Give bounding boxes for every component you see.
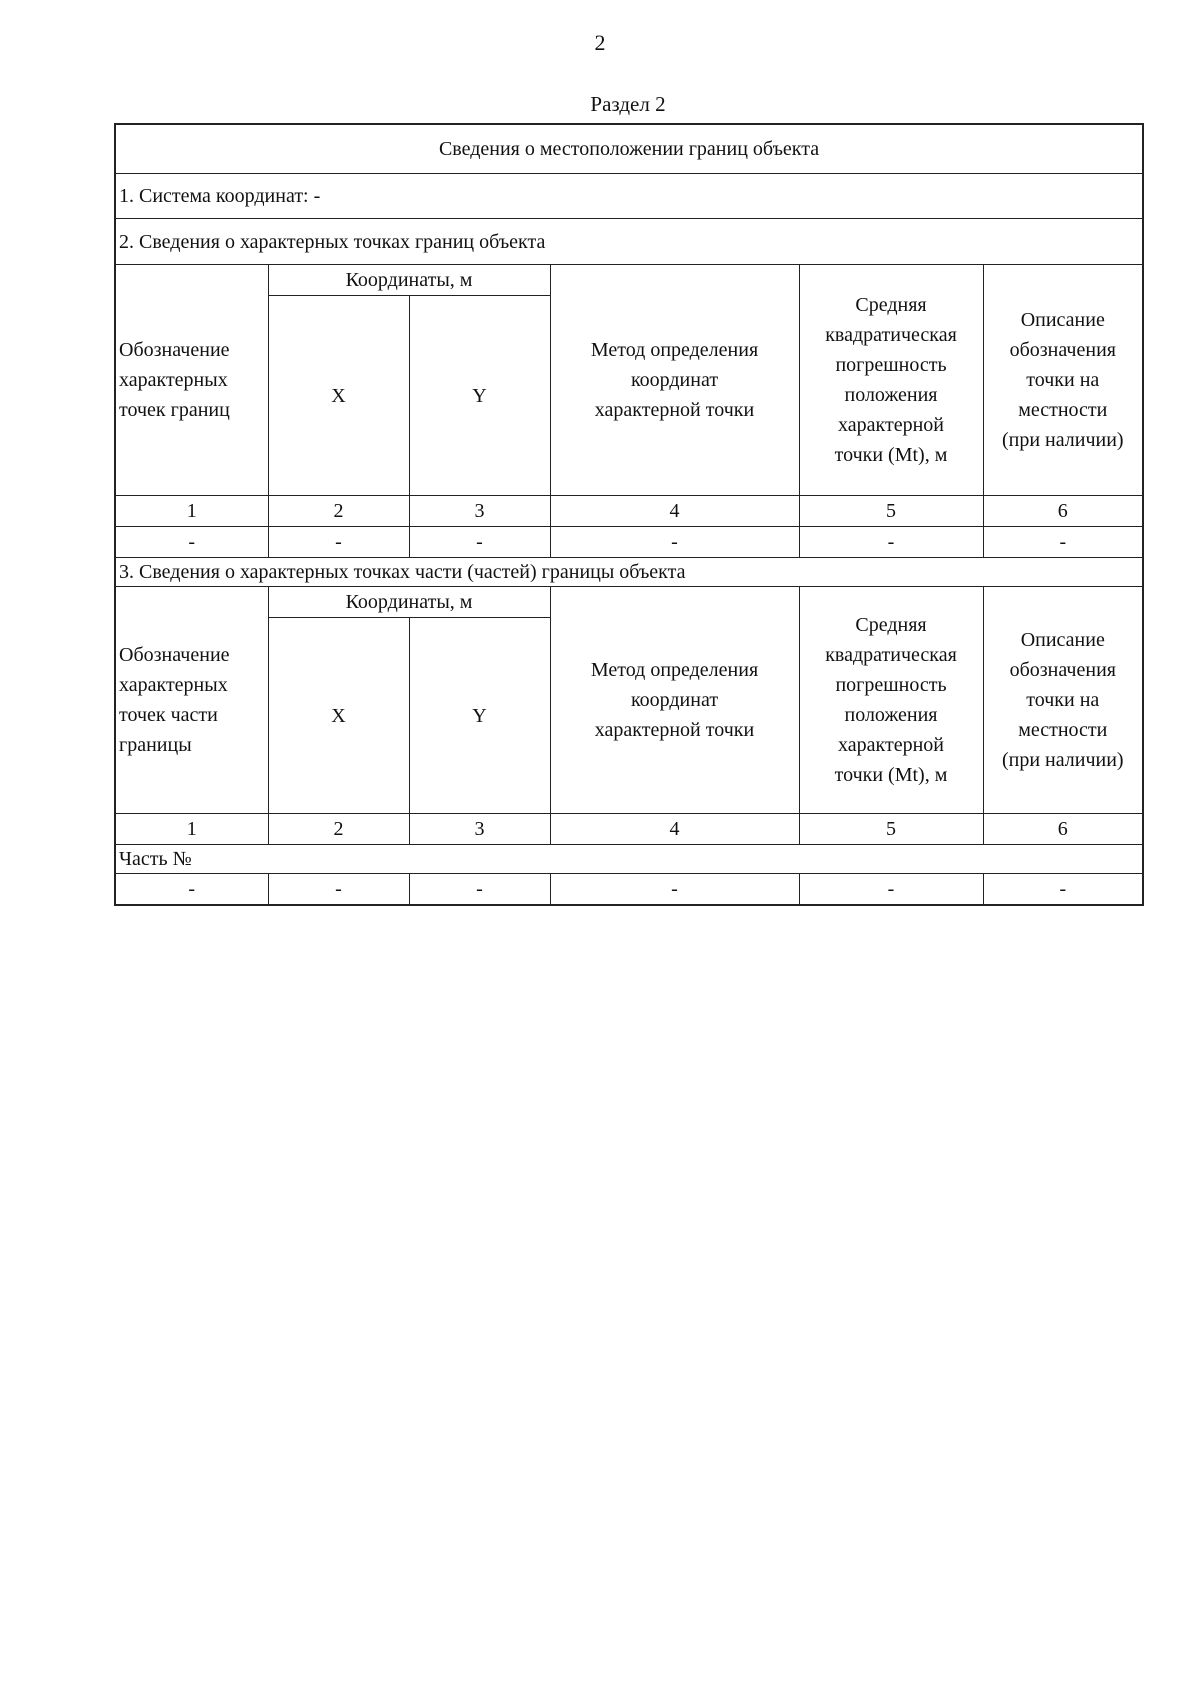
part2-col1-header: [115, 265, 268, 496]
part2-num-5: 5: [799, 496, 983, 527]
part3-cell-2: -: [268, 874, 409, 906]
header-line: (при наличии): [1001, 749, 1124, 771]
header-line: квадратическая: [825, 644, 957, 666]
part3-x-header: X: [268, 618, 409, 814]
table-title: Сведения о местоположении границ объекта: [115, 124, 1143, 174]
header-line: Обозначение: [119, 644, 230, 666]
header-line: погрешность: [835, 354, 947, 376]
part2-num-4: 4: [550, 496, 799, 527]
part3-num-3: 3: [409, 814, 550, 845]
part2-cell-1: -: [115, 527, 268, 558]
boundary-table: [114, 123, 1144, 906]
header-line: координат: [630, 689, 719, 711]
header-line: характерной точки: [594, 719, 755, 741]
part3-num-6: 6: [983, 814, 1143, 845]
header-line: характерных: [119, 369, 228, 391]
part3-cell-4: -: [550, 874, 799, 906]
header-line: точки на: [1026, 369, 1100, 391]
header-line: положения: [844, 384, 938, 406]
part2-num-2: 2: [268, 496, 409, 527]
part3-col4-header: [550, 587, 799, 814]
part2-y-header: Y: [409, 296, 550, 496]
part3-coords-header: Координаты, м: [268, 587, 550, 618]
part2-number-row: [115, 496, 1143, 527]
header-line: положения: [844, 704, 938, 726]
part3-cell-3: -: [409, 874, 550, 906]
header-line: местности: [1018, 399, 1108, 421]
part2-col4-header: [550, 265, 799, 496]
part3-number-row: [115, 814, 1143, 845]
part2-cell-3: -: [409, 527, 550, 558]
header-line: Описание: [1020, 309, 1105, 331]
header-line: Метод определения: [590, 339, 759, 361]
part2-cell-2: -: [268, 527, 409, 558]
header-line: координат: [630, 369, 719, 391]
header-line: точек границ: [119, 399, 230, 421]
header-line: характерной точки: [594, 399, 755, 421]
coord-system-row: [115, 174, 1143, 219]
part2-num-3: 3: [409, 496, 550, 527]
header-line: Средняя: [855, 614, 927, 636]
section-title: Раздел 2: [590, 92, 666, 116]
header-line: погрешность: [835, 674, 947, 696]
part3-num-1: 1: [115, 814, 268, 845]
part2-title-row: [115, 219, 1143, 265]
part3-y-header: Y: [409, 618, 550, 814]
header-line: границы: [119, 734, 192, 756]
header-line: характерных: [119, 674, 228, 696]
table-title-row: [115, 124, 1143, 174]
part3-col1-header: [115, 587, 268, 814]
part3-header-row-1: [115, 587, 1143, 618]
part3-num-2: 2: [268, 814, 409, 845]
part3-col5-header: [799, 587, 983, 814]
part2-num-6: 6: [983, 496, 1143, 527]
part3-cell-6: -: [983, 874, 1143, 906]
header-line: характерной: [838, 414, 944, 436]
part2-coords-header: Координаты, м: [268, 265, 550, 296]
header-line: Средняя: [855, 294, 927, 316]
header-line: местности: [1018, 719, 1108, 741]
part3-cell-1: -: [115, 874, 268, 906]
header-line: точки (Mt), м: [834, 764, 948, 786]
part2-cell-4: -: [550, 527, 799, 558]
part2-header-row-1: [115, 265, 1143, 296]
part2-title: 2. Сведения о характерных точках границ объекта: [115, 219, 1143, 265]
part2-col6-header: [983, 265, 1143, 496]
header-line: Обозначение: [119, 339, 230, 361]
part2-col5-header: [799, 265, 983, 496]
header-line: обозначения: [1009, 339, 1116, 361]
header-line: характерной: [838, 734, 944, 756]
part3-col6-header: [983, 587, 1143, 814]
part3-num-4: 4: [550, 814, 799, 845]
header-line: квадратическая: [825, 324, 957, 346]
header-line: Описание: [1020, 629, 1105, 651]
part-no-label: Часть №: [115, 845, 1143, 874]
header-line: точки на: [1026, 689, 1100, 711]
part-no-row: [115, 845, 1143, 874]
part2-cell-5: -: [799, 527, 983, 558]
coord-system: 1. Система координат: -: [115, 174, 1143, 219]
part3-title: 3. Сведения о характерных точках части (частей) границы объекта: [115, 558, 1143, 587]
part2-x-header: X: [268, 296, 409, 496]
part2-data-row: [115, 527, 1143, 558]
header-line: (при наличии): [1001, 429, 1124, 451]
part3-cell-5: -: [799, 874, 983, 906]
part2-cell-6: -: [983, 527, 1143, 558]
header-line: обозначения: [1009, 659, 1116, 681]
header-line: точки (Mt), м: [834, 444, 948, 466]
header-line: Метод определения: [590, 659, 759, 681]
header-line: точек части: [119, 704, 218, 726]
part3-data-row: [115, 874, 1143, 906]
part3-num-5: 5: [799, 814, 983, 845]
page-number: 2: [594, 30, 606, 55]
part3-title-row: [115, 558, 1143, 587]
part2-num-1: 1: [115, 496, 268, 527]
